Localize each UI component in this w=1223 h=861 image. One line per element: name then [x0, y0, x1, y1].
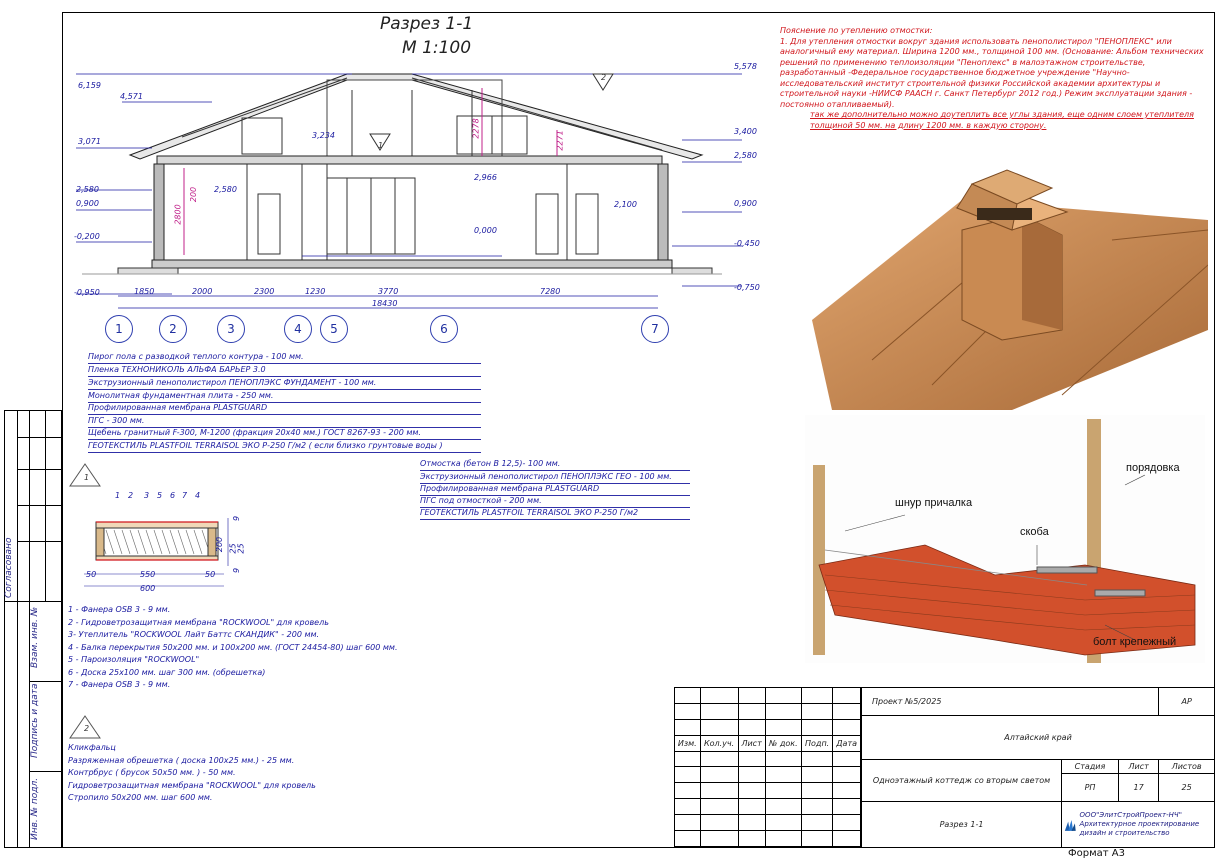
axis-3: 3 [217, 315, 245, 343]
floor-legend-row: Монолитная фундаментная плита - 250 мм. [88, 390, 481, 403]
node-1-dim-25-a: 25 [228, 543, 238, 554]
node-1-legend-item: 7 - Фанера OSB 3 - 9 мм. [68, 680, 171, 689]
level-minus-0200: -0,200 [74, 232, 100, 241]
stamp-h-stadia: Стадия [1062, 760, 1119, 774]
node-mark-triangles [368, 64, 618, 154]
node-1-dim-25-b: 25 [236, 543, 246, 554]
node-1-layer-number: 7 [182, 491, 188, 500]
col-ndok: № док. [765, 735, 801, 751]
col-data: Дата [833, 735, 861, 751]
section-scale: М 1:100 [402, 38, 472, 58]
node-1-dim-50-left: 50 [86, 570, 97, 579]
node-1-layer-number: 2 [128, 491, 134, 500]
floor-legend-row: Профилированная мембрана PLASTGUARD [88, 402, 481, 415]
node-1-dim-9-bottom: 9 [232, 567, 242, 574]
stamp-h-list: Лист [1118, 760, 1158, 774]
dim-7280: 7280 [540, 287, 561, 296]
level-2580-mid: 2,580 [214, 185, 237, 194]
stamp-v-listov: 25 [1159, 774, 1215, 802]
note-heading: Пояснение по утеплению отмостки: [780, 26, 933, 35]
level-2580-right: 2,580 [734, 151, 757, 160]
axis-4: 4 [284, 315, 312, 343]
node-1-layer-number: 1 [115, 491, 121, 500]
level-minus-0750: -0,750 [734, 283, 760, 292]
dim-1850: 1850 [134, 287, 155, 296]
brick-laying-illustration [805, 415, 1205, 663]
axis-1: 1 [105, 315, 133, 343]
chimney-flashing-illustration [812, 160, 1208, 410]
node-1-dim-200: 200 [215, 536, 225, 553]
label-poryadovka: порядовка [1126, 462, 1180, 474]
level-3071: 3,071 [78, 137, 101, 146]
note-paragraph-1: 1. Для утепления отмостки вокруг здания использовать пенополистирол "ПЕНОПЛЕКС" или аналогичный ему материал. Ширина 1200 мм., толщиной 100 мм. (Основание: Альбом технических решений по применению теплоизоляции "Пеноплекс" в малоэтажном строительстве, разработанный -Федеральное государственное бюджетное учреждение "Научно-исследовательский институт строительной физики Российской академии архитектуры и строительной науки -НИИСФ РААСН г. Санкт Петербург 2012 год.) Режим эксплуатации здания - постоянно отапливаемый). [780, 36, 1204, 109]
stamp-v-stadia: РП [1062, 774, 1119, 802]
col-podp: Подп. [801, 735, 832, 751]
blind-area-legend-row: Отмостка (бетон В 12,5)- 100 мм. [420, 458, 690, 471]
node-1-legend [68, 604, 398, 692]
dim-200: 200 [189, 186, 199, 203]
level-6159: 6,159 [78, 81, 101, 90]
level-4571: 4,571 [120, 92, 143, 101]
node-1-layer-number: 6 [170, 491, 176, 500]
level-5578: 5,578 [734, 62, 757, 71]
org-logo-icon [1064, 809, 1077, 841]
node-1-layer-number: 3 [144, 491, 150, 500]
node-1-dim-50-right: 50 [205, 570, 216, 579]
stamp-main [861, 687, 1215, 848]
node-2-legend-item: Разряженная обрешетка ( доска 100х25 мм.) - 25 мм. [68, 755, 295, 765]
floor-legend-row: Пленка ТЕХНОНИКОЛЬ АЛЬФА БАРЬЕР 3.0 [88, 364, 481, 377]
node-1-mark-label: 1 [84, 473, 90, 482]
stamp-region: Алтайский край [862, 716, 1215, 760]
floor-legend-row: ПГС - 300 мм. [88, 415, 481, 428]
node-1-legend-item: 5 - Пароизоляция "ROCKWOOL" [68, 655, 200, 664]
node-2-mark-label: 2 [84, 724, 90, 733]
stamp-sheet-title: Разрез 1-1 [862, 802, 1062, 848]
dim-2300: 2300 [254, 287, 275, 296]
side-label-soglasovano: Согласовано [4, 537, 14, 598]
node-1-legend-item: 2 - Гидроветрозащитная мембрана "ROCKWOOL" для кровель [68, 617, 329, 627]
dim-total-18430: 18430 [372, 299, 398, 308]
node-2-legend-item: Гидроветрозащитная мембрана "ROCKWOOL" для кровель [68, 780, 316, 790]
insulation-note [780, 26, 1205, 131]
revision-table [674, 687, 861, 847]
node-1-detail [84, 500, 232, 600]
stamp-h-listov: Листов [1159, 760, 1215, 774]
dim-3770: 3770 [378, 287, 399, 296]
col-kolu: Кол.уч. [700, 735, 738, 751]
level-3234: 3,234 [312, 131, 335, 140]
dim-1230: 1230 [305, 287, 326, 296]
level-2966: 2,966 [474, 173, 497, 182]
floor-legend-row: Пирог пола с разводкой теплого контура - 100 мм. [88, 351, 481, 364]
dim-2271: 2271 [555, 130, 565, 151]
node-2-legend-item: Кликфальц [68, 743, 116, 752]
level-0000: 0,000 [474, 226, 497, 235]
node-1-dim-9-top: 9 [232, 515, 242, 522]
node-2-legend-item: Стропило 50х200 мм. шаг 600 мм. [68, 793, 213, 802]
side-label-vzam: Взам. инв. № [30, 606, 40, 668]
stamp-code: АР [1159, 688, 1215, 716]
node-1-dim-600: 600 [140, 584, 156, 593]
stamp-v-list: 17 [1118, 774, 1158, 802]
axis-7: 7 [641, 315, 669, 343]
col-izm: Изм. [675, 735, 701, 751]
dim-2278: 2278 [471, 118, 481, 139]
sheet-format: Формат А3 [1068, 848, 1125, 859]
node-mark-2-label: 2 [601, 73, 607, 82]
node-1-layer-number: 4 [195, 491, 201, 500]
org-name: ООО"ЭлитСтройПроект-НЧ" Архитектурное проектирование дизайн и строительство [1079, 811, 1200, 837]
dim-2800: 2800 [173, 204, 183, 225]
node-1-legend-item: 3- Утеплитель "ROCKWOOL Лайт Баттс СКАНДИК" - 200 мм. [68, 630, 320, 639]
stamp-object: Одноэтажный коттедж со вторым светом [862, 760, 1062, 802]
node-1-layer-number: 5 [157, 491, 163, 500]
blind-area-legend-row: ПГС под отмосткой - 200 мм. [420, 495, 690, 508]
axis-6: 6 [430, 315, 458, 343]
node-mark-1-label: 1 [378, 141, 384, 150]
level-2580-left: 2,580 [76, 185, 99, 194]
level-0900-left: 0,900 [76, 199, 99, 208]
node-1-legend-item: 1 - Фанера OSB 3 - 9 мм. [68, 605, 171, 614]
blind-area-legend-row: Профилированная мембрана PLASTGUARD [420, 483, 690, 496]
level-minus-0950: -0,950 [74, 288, 100, 297]
node-1-dim-550: 550 [140, 570, 156, 579]
level-0900-right: 0,900 [734, 199, 757, 208]
col-list: Лист [738, 735, 765, 751]
stamp-project: Проект №5/2025 [862, 688, 1159, 716]
label-shnur-prichalka: шнур причалка [895, 497, 973, 509]
blind-area-legend-row: Экструзионный пенополистирол ПЕНОПЛЭКС ГЕО - 100 мм. [420, 471, 690, 484]
axis-5: 5 [320, 315, 348, 343]
level-3400: 3,400 [734, 127, 757, 136]
floor-legend-row: ГЕОТЕКСТИЛЬ PLASTFOIL TERRAISOL ЭКО Р-250 Г/м2 ( если близко грунтовые воды ) [88, 440, 481, 453]
blind-area-legend-row: ГЕОТЕКСТИЛЬ PLASTFOIL TERRAISOL ЭКО Р-250 Г/м2 [420, 507, 690, 520]
node-2-legend [68, 742, 316, 805]
floor-legend-row: Экструзионный пенополистирол ПЕНОПЛЭКС ФУНДАМЕНТ - 100 мм. [88, 377, 481, 390]
section-title: Разрез 1-1 [380, 14, 474, 34]
label-skoba: скоба [1020, 526, 1049, 538]
node-2-legend-item: Контрбрус ( брусок 50х50 мм. ) - 50 мм. [68, 768, 236, 777]
level-2100: 2,100 [614, 200, 637, 209]
side-label-inv: Инв. № подл. [30, 777, 40, 840]
node-1-legend-item: 4 - Балка перекрытия 50х200 мм. и 100х200 мм. (ГОСТ 24454-80) шаг 600 мм. [68, 642, 398, 652]
side-label-podpis: Подпись и дата [30, 683, 40, 758]
level-minus-0450: -0,450 [734, 239, 760, 248]
dim-2000: 2000 [192, 287, 213, 296]
note-paragraph-2: так же дополнительно можно доутеплить все углы здания, еще одним слоем утеплителя толщиной 50 мм. на длину 1200 мм. в каждую сторону. [810, 110, 1194, 130]
label-bolt-krepezhny: болт крепежный [1093, 636, 1177, 648]
node-1-legend-item: 6 - Доска 25х100 мм. шаг 300 мм. (обрешетка) [68, 667, 266, 677]
axis-2: 2 [159, 315, 187, 343]
floor-legend-row: Щебень гранитный F-300, М-1200 (фракция 20х40 мм.) ГОСТ 8267-93 - 200 мм. [88, 427, 481, 440]
